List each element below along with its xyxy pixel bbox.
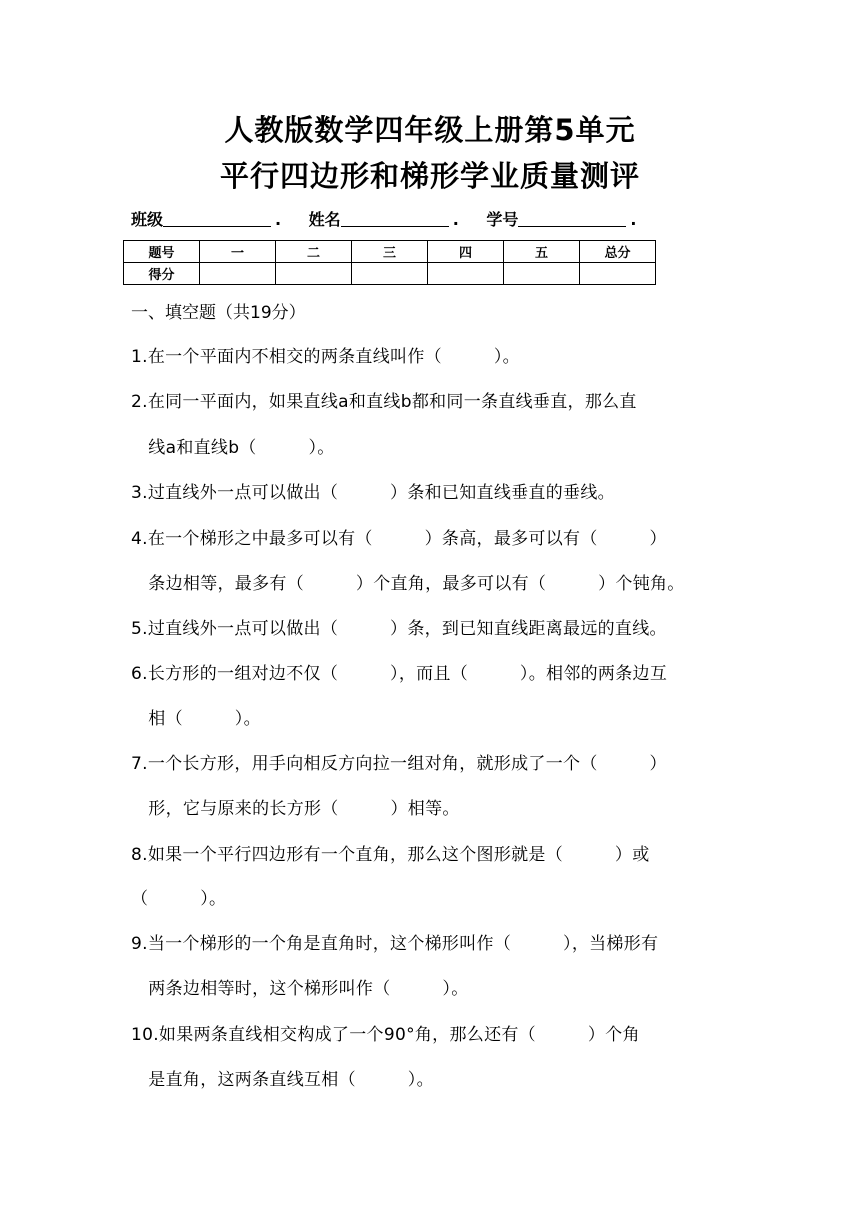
row-label-cell: 得分 <box>124 263 200 285</box>
score-cell[interactable] <box>200 263 276 285</box>
name-blank[interactable] <box>341 210 449 227</box>
header-cell: 二 <box>276 241 352 263</box>
score-table <box>123 240 656 285</box>
question-line: 10.如果两条直线相交构成了一个90°角，那么还有（ ）个角 <box>131 1025 640 1045</box>
question-line: 8.如果一个平行四边形有一个直角，那么这个图形就是（ ）或 <box>131 845 650 865</box>
question-line: 线a和直线b（ ）。 <box>131 438 335 458</box>
score-cell[interactable] <box>428 263 504 285</box>
sep-2: . <box>452 210 459 229</box>
question-line: 7.一个长方形，用手向相反方向拉一组对角，就形成了一个（ ） <box>131 754 667 774</box>
title-line-1: 人教版数学四年级上册第5单元 <box>224 113 636 147</box>
student-info-row <box>131 207 636 230</box>
score-cell[interactable] <box>276 263 352 285</box>
question-line: 4.在一个梯形之中最多可以有（ ）条高，最多可以有（ ） <box>131 529 667 549</box>
title-line-2: 平行四边形和梯形学业质量测评 <box>219 159 640 193</box>
question-line: 6.长方形的一组对边不仅（ ），而且（ ）。相邻的两条边互 <box>131 664 668 684</box>
score-table-score-row <box>124 263 656 285</box>
class-blank[interactable] <box>163 210 271 227</box>
question-line: 形，它与原来的长方形（ ）相等。 <box>131 799 460 819</box>
question-line: 5.过直线外一点可以做出（ ）条，到已知直线距离最远的直线。 <box>131 619 667 639</box>
section-1-title: 一、填空题（共19分） <box>131 303 306 323</box>
header-cell: 五 <box>504 241 580 263</box>
question-line: 两条边相等时，这个梯形叫作（ ）。 <box>131 979 469 999</box>
question-line: （ ）。 <box>131 889 227 909</box>
header-cell: 四 <box>428 241 504 263</box>
score-cell[interactable] <box>580 263 656 285</box>
question-line: 相（ ）。 <box>131 709 261 729</box>
header-cell: 题号 <box>124 241 200 263</box>
header-cell: 一 <box>200 241 276 263</box>
score-cell[interactable] <box>352 263 428 285</box>
question-line: 是直角，这两条直线互相（ ）。 <box>131 1070 434 1090</box>
number-blank[interactable] <box>518 210 626 227</box>
sep-3: . <box>630 210 637 229</box>
class-label: 班级 <box>131 210 164 229</box>
score-table-header-row <box>124 241 656 263</box>
question-line: 3.过直线外一点可以做出（ ）条和已知直线垂直的垂线。 <box>131 483 615 503</box>
header-cell: 总分 <box>580 241 656 263</box>
name-label: 姓名 <box>308 210 341 229</box>
header-cell: 三 <box>352 241 428 263</box>
score-cell[interactable] <box>504 263 580 285</box>
number-label: 学号 <box>486 210 519 229</box>
question-line: 条边相等，最多有（ ）个直角，最多可以有（ ）个钝角。 <box>131 574 685 594</box>
question-line: 1.在一个平面内不相交的两条直线叫作（ ）。 <box>131 347 520 367</box>
question-line: 2.在同一平面内，如果直线a和直线b都和同一条直线垂直，那么直 <box>131 392 637 412</box>
question-line: 9.当一个梯形的一个角是直角时，这个梯形叫作（ ），当梯形有 <box>131 934 659 954</box>
sep-1: . <box>275 210 282 229</box>
